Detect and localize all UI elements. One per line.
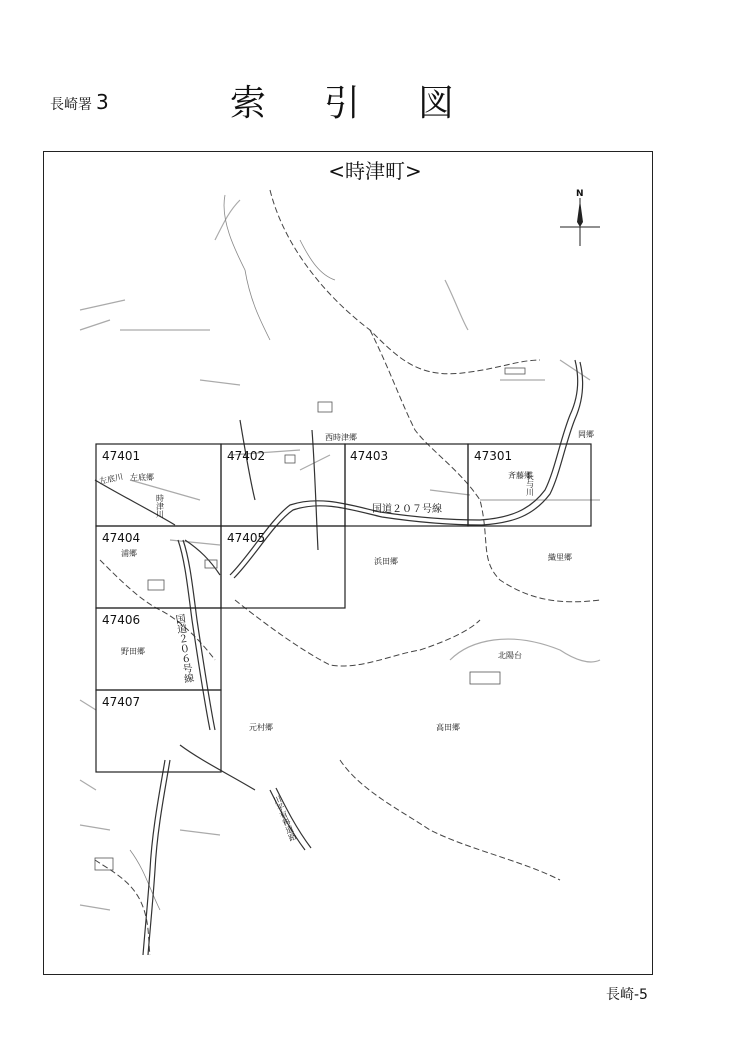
page-number: 長崎-5 xyxy=(606,987,648,1003)
place-label: 北陽台 xyxy=(498,651,522,660)
place-label: 斉藤郷 xyxy=(508,471,532,480)
place-label: 長与川 xyxy=(525,472,535,496)
place-label: 浜田郷 xyxy=(374,557,398,566)
north-label: N xyxy=(576,189,584,199)
sheet-grid xyxy=(96,444,591,772)
place-label: 左底郷 xyxy=(130,473,154,482)
place-label: 浦郷 xyxy=(121,549,137,558)
north-arrow-icon xyxy=(560,189,600,246)
place-label: 元村郷 xyxy=(249,723,273,732)
place-label: 左底川 xyxy=(98,472,124,486)
sheet-label: 47403 xyxy=(350,449,389,463)
sheet-label: 47401 xyxy=(102,449,141,463)
sheet-label: 47404 xyxy=(102,531,141,545)
place-label: 岡郷 xyxy=(578,430,594,439)
office-name: 長崎署 xyxy=(50,97,92,113)
sheet-label: 47406 xyxy=(102,613,141,627)
place-label: 時津川 xyxy=(155,494,165,518)
sheet-label: 47301 xyxy=(474,449,513,463)
place-label: 織里郷 xyxy=(548,553,572,562)
page-title: 索引図 xyxy=(230,83,513,124)
route-label: 国道２０６号線 xyxy=(172,613,194,685)
sheet-label: 47407 xyxy=(102,695,141,709)
route-label: 国道２０７号線 xyxy=(372,504,442,515)
sheet-label: 47405 xyxy=(227,531,266,545)
map-area-title: <時津町> xyxy=(328,159,422,183)
boundary-lines xyxy=(95,190,600,955)
sheet-label: 47402 xyxy=(227,449,266,463)
place-label: 高田郷 xyxy=(436,723,460,732)
place-label: 西時津郷 xyxy=(325,433,357,442)
route-label: 川平有料道路 xyxy=(271,794,299,843)
office-number: 3 xyxy=(96,90,109,114)
streams xyxy=(130,195,335,910)
place-label: 野田郷 xyxy=(121,647,145,656)
